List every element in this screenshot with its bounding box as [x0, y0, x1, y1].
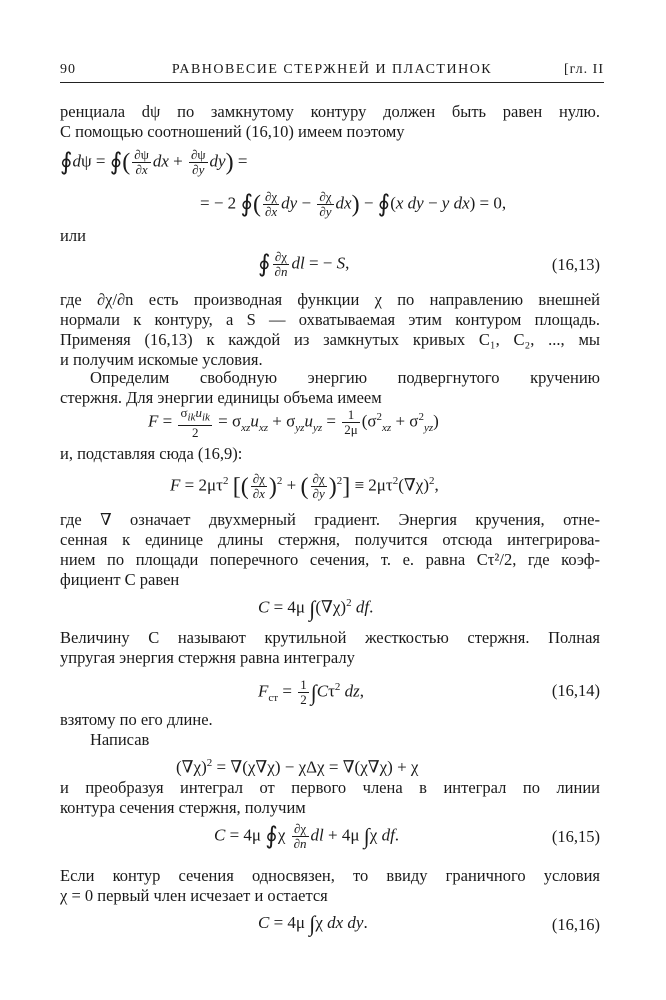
equation-dpsi-line2: = − 2 ∮( $\frac{\partial\chi}{\partial x}$ dy − $\frac{\partial\chi}{\partial y}$ dx) − ∮(x dy − y dx) = 0, [200, 189, 507, 219]
equation-16-15: C = 4μ ∮χ $\frac{\partial\chi}{\partial n}$ dl + 4μ ∫χ df. [214, 821, 400, 851]
text-line: χ = 0 первый член исчезает и остается [60, 886, 328, 905]
text-line: стержня. Для энергии единицы объема имеем [60, 388, 382, 407]
equation-number: (16,13) [551, 255, 600, 274]
text-line: и получим искомые условия. [60, 350, 263, 369]
text-line: или [60, 226, 86, 245]
text-line: С помощью соотношений (16,10) имеем поэтому [60, 122, 405, 141]
text-line: фициент C равен [60, 570, 180, 589]
running-title: РАВНОВЕСИЕ СТЕРЖНЕЙ И ПЛАСТИНОК [171, 62, 493, 77]
text-line: нормали к контуру, а S — охватываемая этим контуром площадь. [60, 310, 600, 329]
text-line: Величину C называют крутильной жесткостью стержня. Полная [60, 628, 600, 647]
equation-free-energy: F = $\frac{\sigma_{ik}u_{ik}}{2}$ = $\sigma_{xz}u_{xz} + \sigma_{yz}u_{yz}$ = $\frac{1}{2\mu}$ $(\sigma^2_{xz} + \sigma^2_{yz})$ [148, 405, 439, 440]
equation-16-13: ∮ $\frac{\partial\chi}{\partial n}$ dl = − S, [258, 249, 350, 279]
text-line: Применяя (16,13) к каждой из замкнутых кривых C₁, C₂, ..., мы [60, 330, 600, 349]
text-line: взятому по его длине. [60, 710, 213, 729]
text-line: упругая энергия стержня равна интегралу [60, 648, 355, 667]
equation-number: (16,14) [551, 681, 600, 700]
text-line: нием по площади поперечного сечения, т. е. равна Cτ²/2, где коэф- [60, 550, 600, 569]
text-line: Определим свободную энергию подвергнутого кручению [90, 368, 600, 387]
equation-16-16: C = 4μ ∫χ dx dy. [258, 911, 368, 937]
text-line: где ∂χ/∂n есть производная функции χ по направлению внешней [60, 290, 600, 309]
chapter-label: [гл. II [563, 62, 604, 77]
text-line: ренциала dψ по замкнутому контуру должен быть равен нулю. [60, 102, 600, 121]
equation-energy-gradient: $F = 2\mu\tau^2$ [( $\frac{\partial\chi}{\partial x}$ )$^2$ + ( $\frac{\partial\chi}{\partial y}$ )$^2] \equiv 2\mu\tau^2(\nabla\chi)^2$, [170, 471, 439, 502]
text-line: Если контур сечения односвязен, то ввиду граничного условия [60, 866, 600, 885]
page-number: 90 [60, 62, 76, 77]
equation-identity: $(\nabla\chi)^2 = \nabla(\chi\nabla\chi) - \chi\Delta\chi = \nabla(\chi\nabla\chi) + \chi$ [176, 757, 419, 777]
text-line: и, подставляя сюда (16,9): [60, 444, 243, 463]
equation-torsional-rigidity: C = 4μ $\int(\nabla\chi)^2$ df. [258, 595, 374, 621]
text-line: Написав [90, 730, 150, 749]
text-line: и преобразуя интеграл от первого члена в интеграл по линии [60, 778, 600, 797]
text-line: сенная к единице длины стержня, получится отсюда интегрирова- [60, 530, 600, 549]
text-line: где ∇ означает двухмерный градиент. Энергия кручения, отне- [60, 510, 600, 529]
running-header [60, 62, 604, 83]
text-line: контура сечения стержня, получим [60, 798, 306, 817]
equation-dpsi-line1: ∮dψ = ∮( $\frac{\partial\psi}{\partial x}$ dx + $\frac{\partial\psi}{\partial y}$ dy) = [60, 147, 248, 177]
equation-number: (16,16) [551, 915, 600, 934]
equation-16-14: $F_{ст}$ = $\frac{1}{2}$ $\int C\tau^2$ dz, [258, 677, 365, 708]
equation-number: (16,15) [551, 827, 600, 846]
